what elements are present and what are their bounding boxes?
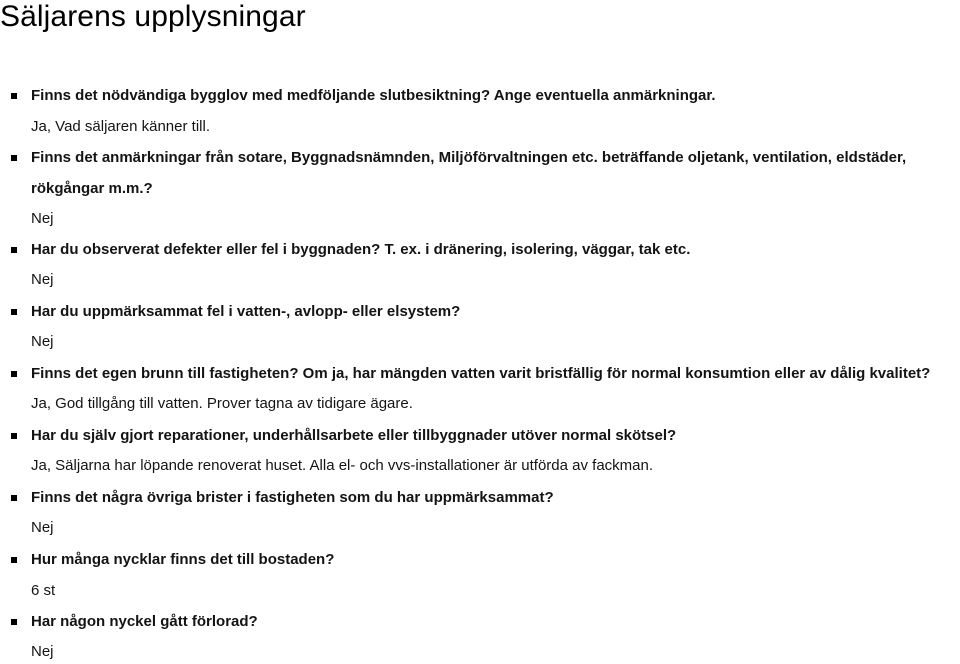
question-text: Har någon nyckel gått förlorad? [31,613,258,630]
question-text: Finns det anmärkningar från sotare, Byggnadsnämnden, Miljöförvaltningen etc. beträffande oljetank, ventilation, eldstäder, [31,149,907,166]
bullet-icon [11,557,17,563]
answer-text: Nej [31,210,54,227]
bullet-icon [11,309,17,315]
bullet-icon [11,495,17,501]
answer-text: Ja, God tillgång till vatten. Prover tagna av tidigare ägare. [31,395,413,412]
question-text: Finns det nödvändiga bygglov med medföljande slutbesiktning? Ange eventuella anmärkningar. [31,87,716,104]
answer-text: 6 st [31,582,56,599]
bullet-icon [11,433,17,439]
bullet-icon [11,619,17,625]
question-text: Har du observerat defekter eller fel i byggnaden? T. ex. i dränering, isolering, väggar, tak etc. [31,241,691,258]
bullet-icon [11,155,17,161]
question-text: Finns det några övriga brister i fastigheten som du har uppmärksammat? [31,489,554,506]
question-text: Finns det egen brunn till fastigheten? Om ja, har mängden vatten varit bristfällig för normal konsumtion eller av dålig kvalitet? [31,365,931,382]
answer-text: Nej [31,519,54,536]
bullet-icon [11,371,17,377]
answer-text: Ja, Säljarna har löpande renoverat huset. Alla el- och vvs-installationer är utförda av fackman. [31,457,654,474]
bullet-icon [11,247,17,253]
question-text: Har du själv gjort reparationer, underhållsarbete eller tillbyggnader utöver normal skötsel? [31,427,677,444]
answer-text: Nej [31,333,54,350]
bullet-icon [11,93,17,99]
page-title: Säljarens upplysningar [0,0,306,33]
question-text: Hur många nycklar finns det till bostaden? [31,551,335,568]
question-text: rökgångar m.m.? [31,180,153,197]
answer-text: Nej [31,271,54,288]
question-text: Har du uppmärksammat fel i vatten-, avlopp- eller elsystem? [31,303,461,320]
answer-text: Nej [31,643,54,660]
answer-text: Ja, Vad säljaren känner till. [31,118,210,135]
